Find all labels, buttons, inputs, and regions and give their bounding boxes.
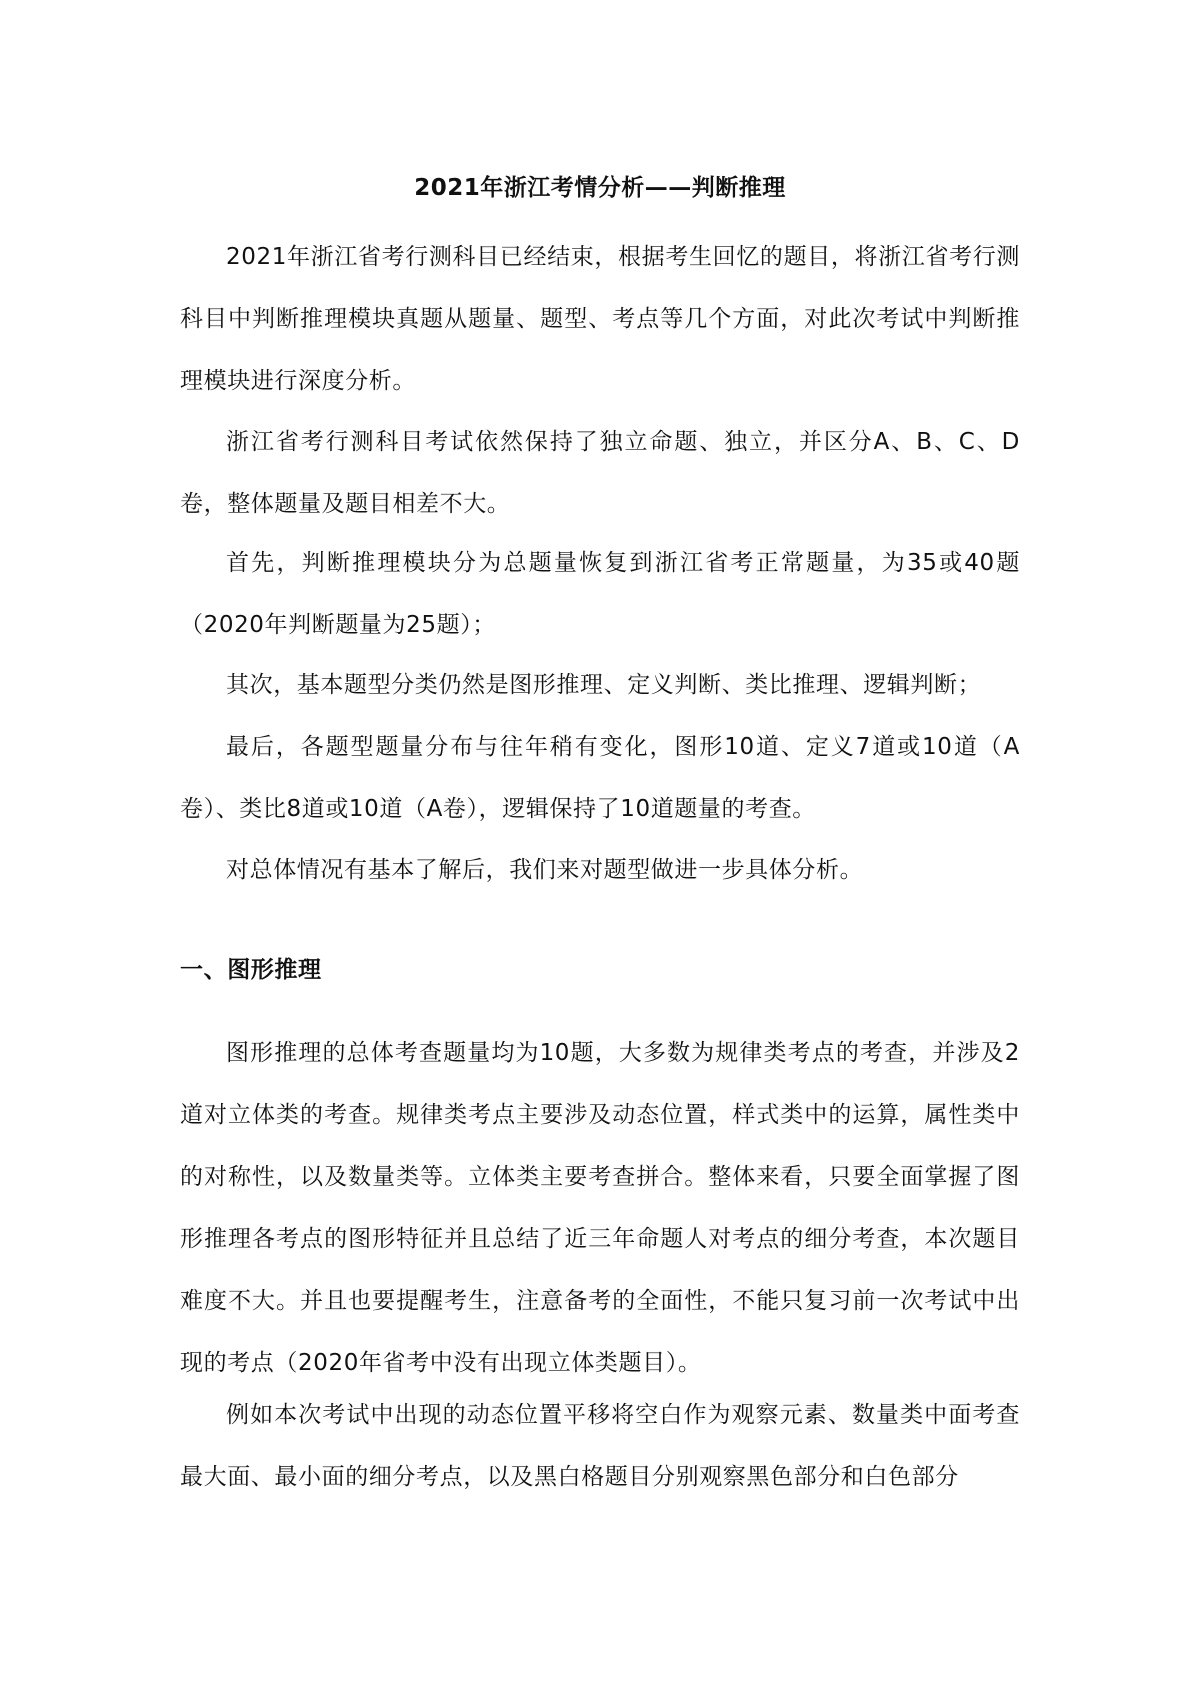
transition-paragraph: 对总体情况有基本了解后，我们来对题型做进一步具体分析。 <box>226 857 864 883</box>
question-types-paragraph: 其次，基本题型分类仍然是图形推理、定义判断、类比推理、逻辑判断； <box>226 672 982 698</box>
figure-reasoning-paragraph: 图形推理的总体考查题量均为10题，大多数为规律类考点的考查，并涉及2道对立体类的考查。规律类考点主要涉及动态位置，样式类中的运算，属性类中的对称性，以及数量类等。立体类主要考查拼合。整体来看，只要全面掌握了图形推理各考点的图形特征并且总结了近三年命题人对考点的细分考查，本次题目难度不大。并且也要提醒考生，注意备考的全面性，不能只复习前一次考试中出现的考点（2020年省考中没有出现立体类题目）。 <box>180 1040 1020 1376</box>
intro-paragraph: 2021年浙江省考行测科目已经结束，根据考生回忆的题目，将浙江省考行测科目中判断推理模块真题从题量、题型、考点等几个方面，对此次考试中判断推理模块进行深度分析。 <box>180 244 1020 394</box>
distribution-paragraph: 最后，各题型题量分布与往年稍有变化，图形10道、定义7道或10道（A卷）、类比8道或10道（A卷），逻辑保持了10道题量的考查。 <box>180 734 1020 822</box>
question-count-paragraph: 首先，判断推理模块分为总题量恢复到浙江省考正常题量，为35或40题（2020年判断题量为25题）； <box>180 550 1020 638</box>
document-title: 2021年浙江考情分析——判断推理 <box>414 175 786 201</box>
section-heading-figure-reasoning: 一、图形推理 <box>180 957 322 983</box>
exam-format-paragraph: 浙江省考行测科目考试依然保持了独立命题、独立，并区分A、B、C、D卷，整体题量及题目相差不大。 <box>180 429 1020 517</box>
example-paragraph: 例如本次考试中出现的动态位置平移将空白作为观察元素、数量类中面考查最大面、最小面的细分考点，以及黑白格题目分别观察黑色部分和白色部分 <box>180 1402 1020 1490</box>
